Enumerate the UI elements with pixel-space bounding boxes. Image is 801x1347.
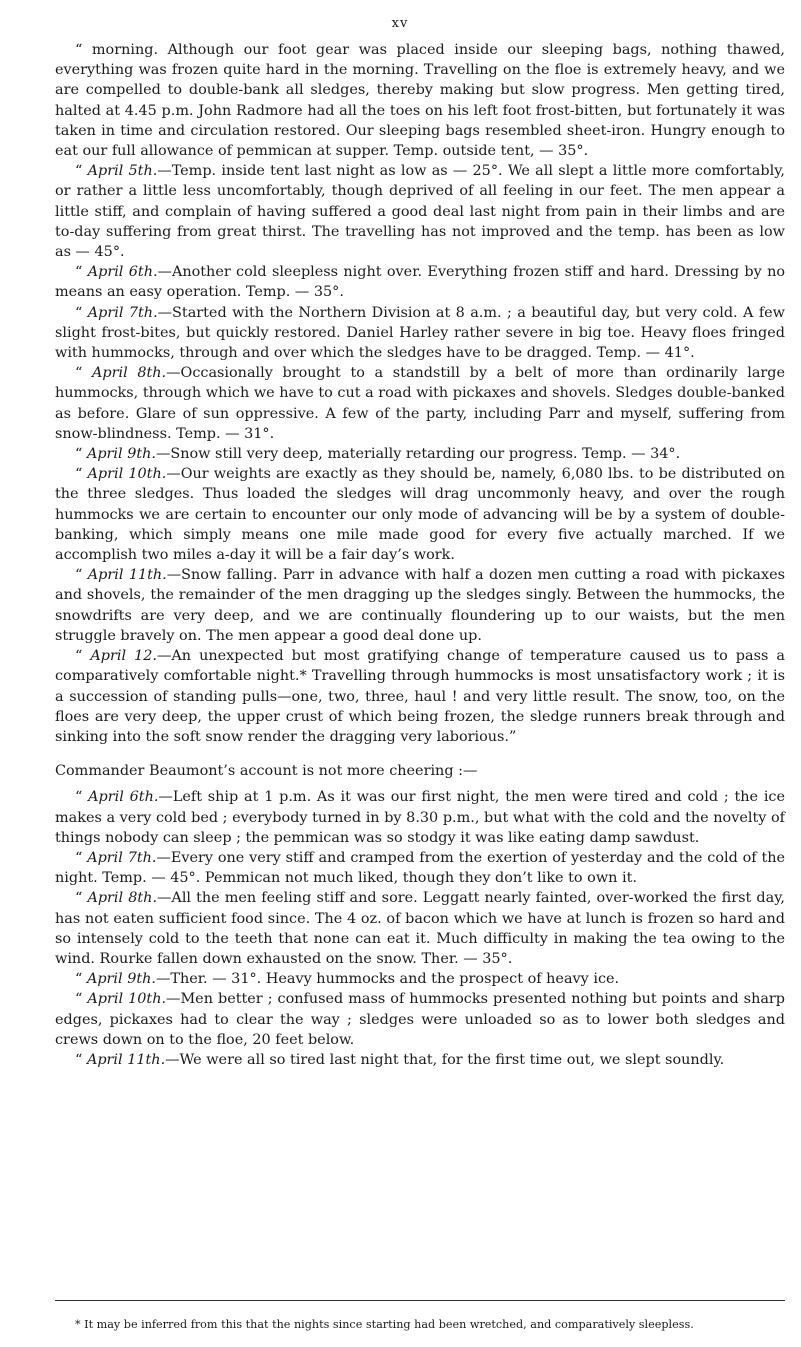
entry-date: April 5th. bbox=[87, 163, 158, 180]
entry-text: —Occasionally brought to a standstill by a belt of more than ordinarily large hummocks, through which we have to cut a road with pickaxes and shovels. Sledges double-banked as before. Glare of sun oppressive. A few of the party, including Parr and myself, suffering from snow-blindness. Temp. — 31°. bbox=[55, 365, 786, 442]
entry-date: April 10th. bbox=[87, 991, 167, 1008]
entry-date: April 8th. bbox=[87, 890, 158, 907]
diary-entry: “ April 6th.—Left ship at 1 p.m. As it was our first night, the men were tired and cold ; the ice makes a very cold bed ; everybody turned in by 8.30 p.m., but what with the cold and the novelty of things nobody can sleep ; the pemmican was so stodgy it was like eating damp sawdust. bbox=[55, 789, 785, 846]
diary-entry: “ April 10th.—Men better ; confused mass of hummocks presented nothing but points and sharp edges, pickaxes had to clear the way ; sledges were unloaded so as to lower both sledges and crews down on to the floe, 20 feet below. bbox=[55, 991, 786, 1048]
section-intro: Commander Beaumont’s account is not more cheering :— bbox=[55, 763, 478, 780]
page-body bbox=[55, 40, 785, 1070]
diary-entry bbox=[55, 40, 785, 161]
footnote-divider bbox=[55, 1300, 785, 1301]
entry-text: —We were all so tired last night that, for the first time out, we slept soundly. bbox=[165, 1051, 725, 1068]
entry-date: April 11th. bbox=[86, 1051, 166, 1068]
entry-text: —Snow still very deep, materially retarding our progress. Temp. — 34°. bbox=[155, 446, 681, 463]
diary-entry: “ April 9th.—Ther. — 31°. Heavy hummocks and the prospect of heavy ice. bbox=[75, 971, 620, 988]
diary-entry: “ April 6th.—Another cold sleepless night over. Everything frozen stiff and hard. Dressing by no means an easy operation. Temp. — 35°. bbox=[55, 264, 786, 301]
entry-date: April 8th. bbox=[92, 365, 167, 382]
entry-text: —Every one very stiff and cramped from the exertion of yesterday and the cold of the night. Temp. — 45°. Pemmican not much liked, though they don’t like to own it. bbox=[55, 849, 786, 887]
entry-date: April 9th. bbox=[86, 971, 156, 988]
diary-section-two bbox=[55, 787, 785, 1070]
entry-date: April 7th. bbox=[87, 849, 157, 866]
entry-date: April 6th. bbox=[87, 264, 158, 281]
entry-date: April 10th. bbox=[87, 466, 167, 483]
diary-entry: “ April 12.—An unexpected but most gratifying change of temperature caused us to pass a comparatively comfortable night.* Travelling through hummocks is most unsatisfactory work ; it is a succession of standing pulls—one, two, three, haul ! and very little result. The snow, too, on the floes are very deep, the upper crust of which being frozen, the sledge runners break through and sinking into the soft snow render the dragging very laborious.” bbox=[55, 648, 785, 745]
entry-text: —Ther. — 31°. Heavy hummocks and the prospect of heavy ice. bbox=[155, 971, 620, 988]
page-number: xv bbox=[391, 16, 409, 31]
entry-date: April 11th. bbox=[87, 567, 167, 584]
entry-date: April 7th. bbox=[87, 304, 158, 321]
diary-entry: “ April 10th.—Our weights are exactly as they should be, namely, 6,080 lbs. to be distributed on the three sledges. Thus loaded the sledges will drag uncommonly heavy, and over the rough hummocks we are certain to encounter our only mode of advancing will be by a system of double-banking, which simply means one mile made good for every five actually marched. If we accomplish two miles a-day it will be a fair day’s work. bbox=[55, 466, 786, 564]
diary-entry: “ April 8th.—Occasionally brought to a standstill by a belt of more than ordinarily large hummocks, through which we have to cut a road with pickaxes and shovels. Sledges double-banked as before. Glare of sun oppressive. A few of the party, including Parr and myself, suffering from snow-blindness. Temp. — 31°. bbox=[55, 365, 786, 442]
entry-date: April 12. bbox=[90, 648, 157, 665]
entry-date: April 6th. bbox=[88, 789, 159, 806]
entry-text: “ morning. Although our foot gear was placed inside our sleeping bags, nothing thawed, everything was frozen quite hard in the morning. Travelling on the floe is extremely heavy, and we are compelled to double-bank all sledges, thereby making but slow progress. Men getting tired, halted at 4.45 p.m. John Radmore had all the toes on his left foot frost-bitten, but fortunately it was taken in time and circulation restored. Our sleeping bags resembled sheet-iron. Hungry enough to eat our full allowance of pemmican at supper. Temp. outside tent, — 35°. bbox=[55, 42, 785, 160]
entry-date: April 9th. bbox=[86, 446, 156, 463]
diary-entry: “ April 7th.—Every one very stiff and cramped from the exertion of yesterday and the cold of the night. Temp. — 45°. Pemmican not much liked, though they don’t like to own it. bbox=[55, 849, 786, 887]
diary-entry: “ April 7th.—Started with the Northern Division at 8 a.m. ; a beautiful day, but very cold. A few slight frost-bites, but quickly restored. Daniel Harley rather severe in big toe. Heavy floes fringed with hummocks, through and over which the sledges have to be dragged. Temp. — 41°. bbox=[55, 304, 785, 362]
diary-entry: “ April 5th.—Temp. inside tent last night as low as — 25°. We all slept a little more comfortably, or rather a little less uncomfortably, though deprived of all feeling in our feet. The men appear a little stiff, and complain of having suffered a good deal last night from pain in their limbs and are to-day suffering from great thirst. The travelling has not improved and the temp. has been as low as — 45°. bbox=[55, 163, 785, 261]
entry-text: —Temp. inside tent last night as low as — 25°. We all slept a little more comfortably, or rather a little less uncomfortably, though deprived of all feeling in our feet. The men appear a little stiff, and complain of having suffered a good deal last night from pain in their limbs and are to-day suffering from great thirst. The travelling has not improved and the temp. has been as low as — 45°. bbox=[55, 163, 785, 261]
entry-text: —Our weights are exactly as they should be, namely, 6,080 lbs. to be distributed on the three sledges. Thus loaded the sledges will drag uncommonly heavy, and over the rough hummocks we are certain to encounter our only mode of advancing will be by a system of double-banking, which simply means one mile made good for every five actually marched. If we accomplish two miles a-day it will be a fair day’s work. bbox=[55, 466, 786, 564]
entry-text: —Men better ; confused mass of hummocks presented nothing but points and sharp edges, pickaxes had to clear the way ; sledges were unloaded so as to lower both sledges and crews down on to the floe, 20 feet below. bbox=[55, 991, 786, 1048]
entry-text: —Snow falling. Parr in advance with half a dozen men cutting a road with pickaxes and shovels, the remainder of the men dragging up the sledges singly. Between the hummocks, the snowdrifts are very deep, and we are continually floundering up to our waists, but the men struggle bravely on. The men appear a good deal done up. bbox=[55, 567, 786, 644]
entry-text: —Started with the Northern Division at 8 a.m. ; a beautiful day, but very cold. A few slight frost-bites, but quickly restored. Daniel Harley rather severe in big toe. Heavy floes fringed with hummocks, through and over which the sledges have to be dragged. Temp. — 41°. bbox=[55, 304, 785, 362]
entry-text: —All the men feeling stiff and sore. Leggatt nearly fainted, over-worked the first day, has not eaten sufficient food since. The 4 oz. of bacon which we have at lunch is frozen so hard and so intensely cold to the teeth that none can eat it. Much difficulty in making the tea owing to the wind. Rourke fallen down exhausted on the snow. Ther. — 35°. bbox=[55, 890, 785, 967]
diary-entry: “ April 9th.—Snow still very deep, materially retarding our progress. Temp. — 34°. bbox=[75, 446, 681, 463]
entry-text: —An unexpected but most gratifying change of temperature caused us to pass a comparatively comfortable night.* Travelling through hummocks is most unsatisfactory work ; it is a succession of standing pulls—one, two, three, haul ! and very little result. The snow, too, on the floes are very deep, the upper crust of which being frozen, the sledge runners break through and sinking into the soft snow render the dragging very laborious.” bbox=[55, 648, 785, 745]
diary-entry: “ April 8th.—All the men feeling stiff and sore. Leggatt nearly fainted, over-worked the first day, has not eaten sufficient food since. The 4 oz. of bacon which we have at lunch is frozen so hard and so intensely cold to the teeth that none can eat it. Much difficulty in making the tea owing to the wind. Rourke fallen down exhausted on the snow. Ther. — 35°. bbox=[55, 890, 785, 967]
diary-entry: “ April 11th.—We were all so tired last night that, for the first time out, we slept soundly. bbox=[75, 1051, 725, 1068]
entry-text: —Another cold sleepless night over. Everything frozen stiff and hard. Dressing by no means an easy operation. Temp. — 35°. bbox=[55, 264, 786, 301]
diary-entry: “ April 11th.—Snow falling. Parr in advance with half a dozen men cutting a road with pickaxes and shovels, the remainder of the men dragging up the sledges singly. Between the hummocks, the snowdrifts are very deep, and we are continually floundering up to our waists, but the men struggle bravely on. The men appear a good deal done up. bbox=[55, 567, 786, 644]
entry-text: —Left ship at 1 p.m. As it was our first night, the men were tired and cold ; the ice makes a very cold bed ; everybody turned in by 8.30 p.m., but what with the cold and the novelty of things nobody can sleep ; the pemmican was so stodgy it was like eating damp sawdust. bbox=[55, 789, 785, 846]
diary-section-one bbox=[55, 40, 785, 747]
footnote: * It may be inferred from this that the nights since starting had been wretched, and comparatively sleepless. bbox=[75, 1318, 694, 1332]
